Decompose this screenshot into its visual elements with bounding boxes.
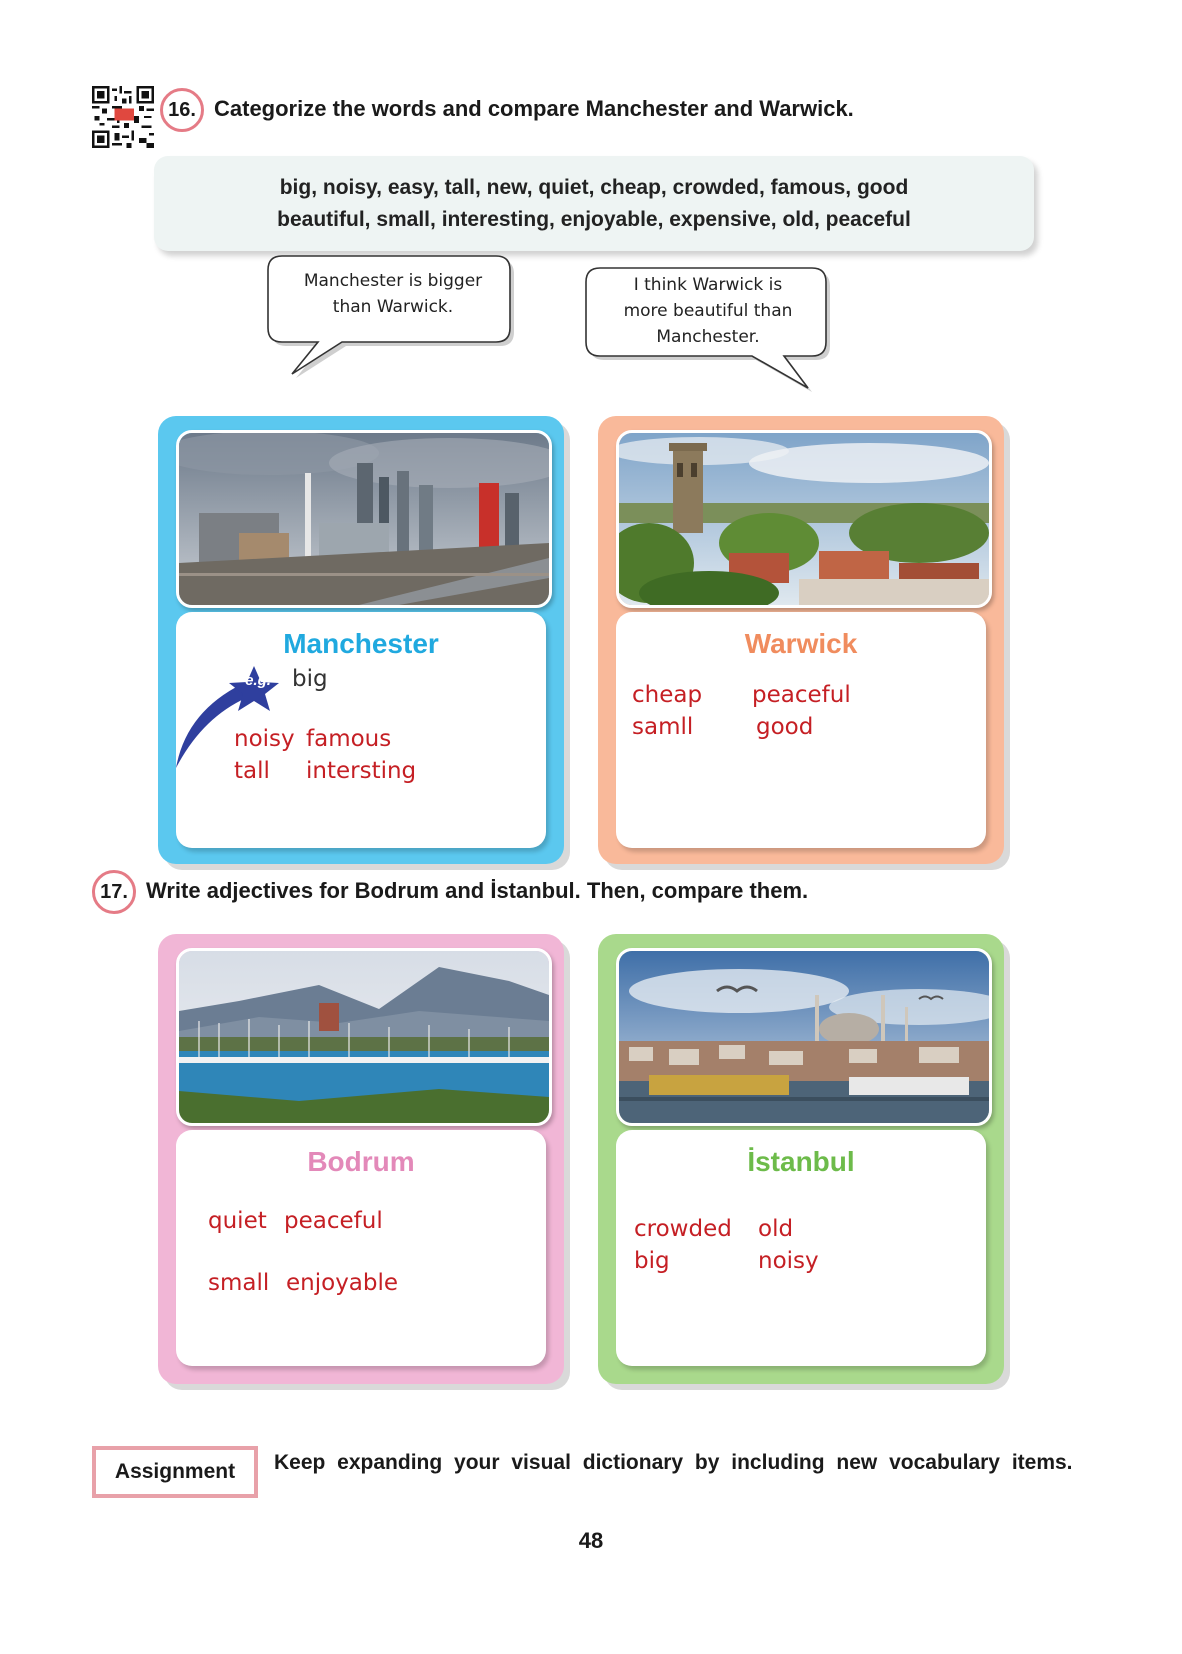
exercise-instruction: Write adjectives for Bodrum and İstanbul. Then, compare them.	[146, 878, 809, 903]
manchester-panel	[176, 612, 546, 848]
word-bank-line: beautiful, small, interesting, enjoyable, expensive, old, peaceful	[277, 207, 911, 231]
example-star-icon	[172, 652, 282, 772]
city-card-bodrum	[158, 934, 564, 1384]
istanbul-panel	[616, 1130, 986, 1366]
answer-word: enjoyable	[286, 1270, 399, 1296]
exercise-number-badge: 17.	[92, 870, 136, 914]
answer-word: noisy	[758, 1248, 819, 1274]
bodrum-panel	[176, 1130, 546, 1366]
page-number: 48	[578, 1528, 604, 1553]
answer-word: small	[208, 1270, 270, 1296]
answer-word: old	[758, 1216, 794, 1242]
answer-word: famous	[306, 726, 392, 752]
city-card-manchester	[158, 416, 564, 864]
city-card-warwick	[598, 416, 1004, 864]
city-title: Manchester	[283, 628, 439, 659]
city-title: İstanbul	[747, 1146, 855, 1177]
answer-word: good	[756, 714, 814, 740]
word-bank-line: big, noisy, easy, tall, new, quiet, cheap, crowded, famous, good	[279, 175, 909, 199]
assignment-label-box	[92, 1446, 258, 1498]
answer-word: big	[634, 1248, 670, 1274]
city-title: Warwick	[744, 628, 858, 659]
assignment-text: Keep expanding your visual dictionary by including new vocabulary items.	[274, 1451, 1073, 1474]
speech-bubble-text: Manchester is bigger than Warwick.	[303, 271, 483, 317]
city-card-istanbul	[598, 934, 1004, 1384]
warwick-panel	[616, 612, 986, 848]
word-bank	[154, 156, 1034, 251]
warwick-photo	[616, 430, 992, 608]
answer-word: intersting	[306, 758, 417, 784]
bodrum-photo	[176, 948, 552, 1126]
city-title: Bodrum	[307, 1146, 415, 1177]
answer-word: cheap	[632, 682, 703, 708]
answer-word: quiet	[208, 1208, 267, 1234]
answer-word: noisy	[234, 726, 295, 752]
exercise-number-badge: 16.	[160, 88, 204, 132]
speech-bubble-text: I think Warwick is more beautiful than Manchester.	[623, 275, 793, 347]
answer-word: peaceful	[284, 1208, 383, 1234]
example-badge: e.g.	[245, 672, 271, 689]
answer-word: tall	[234, 758, 270, 784]
example-word: big	[292, 666, 328, 692]
qr-code	[92, 86, 154, 148]
answer-word: crowded	[634, 1216, 732, 1242]
istanbul-photo	[616, 948, 992, 1126]
answer-word: peaceful	[752, 682, 851, 708]
exercise-instruction: Categorize the words and compare Manchester and Warwick.	[214, 96, 854, 121]
answer-word: samll	[632, 714, 694, 740]
manchester-photo	[176, 430, 552, 608]
assignment-label: Assignment	[114, 1460, 236, 1483]
